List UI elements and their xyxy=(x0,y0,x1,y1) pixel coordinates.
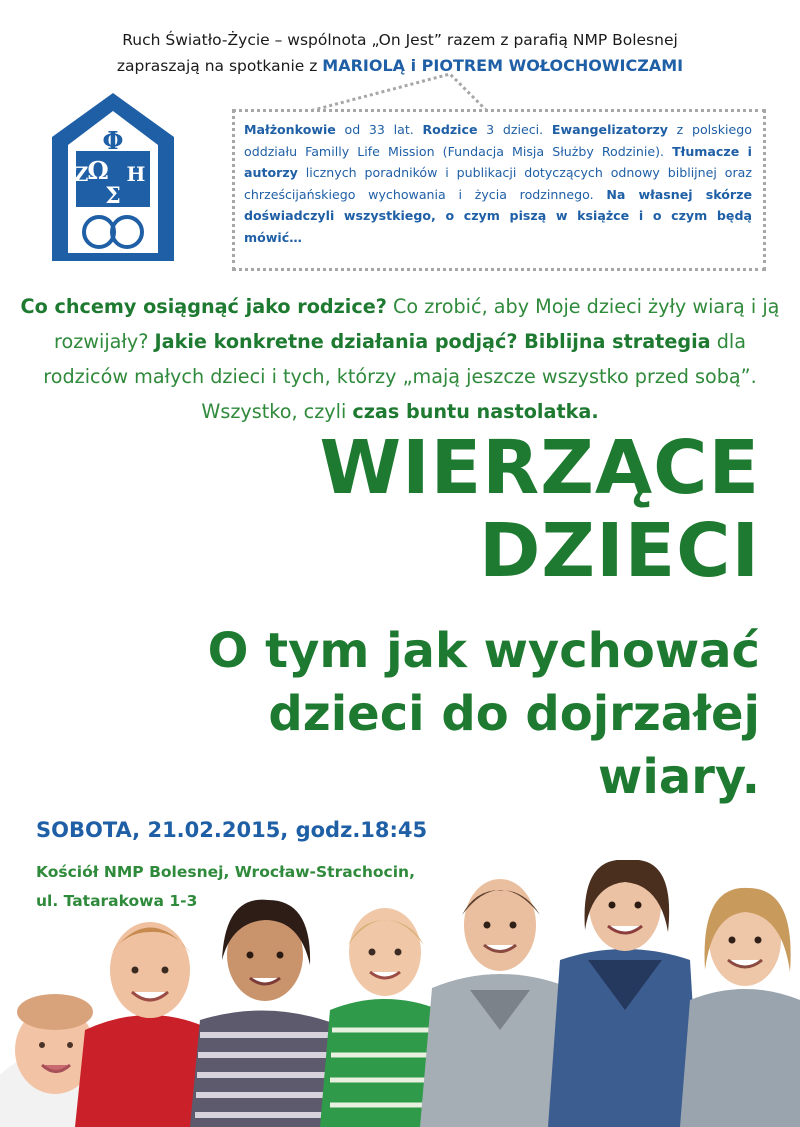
bio-strong-4: Tłumacze i autorzy xyxy=(244,143,752,180)
main-title-line-1: WIERZĄCE xyxy=(319,425,760,511)
question-strong-3: czas buntu nastolatka. xyxy=(352,400,599,423)
event-place-line-2: ul. Tatarakowa 1-3 xyxy=(36,892,198,910)
bio-text-1: od 33 lat. xyxy=(335,122,423,137)
header-line-2-prefix: zapraszają na spotkanie z xyxy=(116,57,323,75)
person-girl-striped-shirt xyxy=(190,900,340,1127)
question-strong-2: Jakie konkretne działania podjąć? Biblijna strategia xyxy=(154,330,711,353)
house-logo-icon xyxy=(52,93,174,261)
logo-letter-eta: Η xyxy=(126,162,146,186)
person-teen-girl-grey-shirt xyxy=(680,888,800,1127)
logo-letter-phi: Φ xyxy=(102,126,124,155)
bio-strong-1: Małżonkowie xyxy=(244,122,336,137)
group-photo-icon xyxy=(0,860,800,1127)
question-strong-1: Co chcemy osiągnąć jako rodzice? xyxy=(20,295,387,318)
header-line-1: Ruch Światło-Życie – wspólnota „On Jest” razem z parafią NMP Bolesnej xyxy=(122,31,678,49)
subtitle-line-3: wiary. xyxy=(598,749,760,805)
bio-strong-5: Na własnej skórze doświadczyli wszystkiego, o czym piszą w książce i o czym będą mówić… xyxy=(244,186,752,245)
logo-letter-zeta: Ζ xyxy=(73,162,89,186)
speakers-names: MARIOLĄ i PIOTREM WOŁOCHOWICZAMI xyxy=(322,56,684,75)
bio-strong-3: Ewangelizatorzy xyxy=(551,122,668,137)
bio-text-4: licznych poradników i publikacji dotyczących odnowy biblijnej oraz chrześcijańskiego wychowania i życia rodzinnego. xyxy=(244,165,752,202)
event-place-line-1: Kościół NMP Bolesnej, Wrocław-Strachocin, xyxy=(36,863,415,881)
logo-letter-sigma: Σ xyxy=(105,183,121,209)
subtitle-line-1: O tym jak wychować xyxy=(207,623,760,679)
main-title-line-2: DZIECI xyxy=(478,508,760,594)
person-teen-girl-blue-shirt xyxy=(548,860,700,1127)
questions-paragraph xyxy=(18,289,782,429)
subtitle-line-2: dzieci do dojrzałej xyxy=(268,686,760,742)
question-text-1: Co zrobić, aby Moje dzieci żyły wiarą i ją rozwijały? xyxy=(54,295,780,353)
logo-letter-omega: Ω xyxy=(87,156,109,185)
event-date: SOBOTA, 21.02.2015, godz.18:45 xyxy=(36,818,428,842)
bio-text-2: 3 dzieci. xyxy=(477,122,552,137)
bio-strong-2: Rodzice xyxy=(422,122,478,137)
question-text-2: dla rodziców małych dzieci i tych, którzy „mają jeszcze wszystko przed sobą”. Wszystko, czyli xyxy=(43,330,757,423)
bio-text-3: z polskiego oddziału Familly Life Mission (Fundacja Misja Służby Rodzinie). xyxy=(244,122,752,159)
speakers-bio-text xyxy=(244,119,752,248)
